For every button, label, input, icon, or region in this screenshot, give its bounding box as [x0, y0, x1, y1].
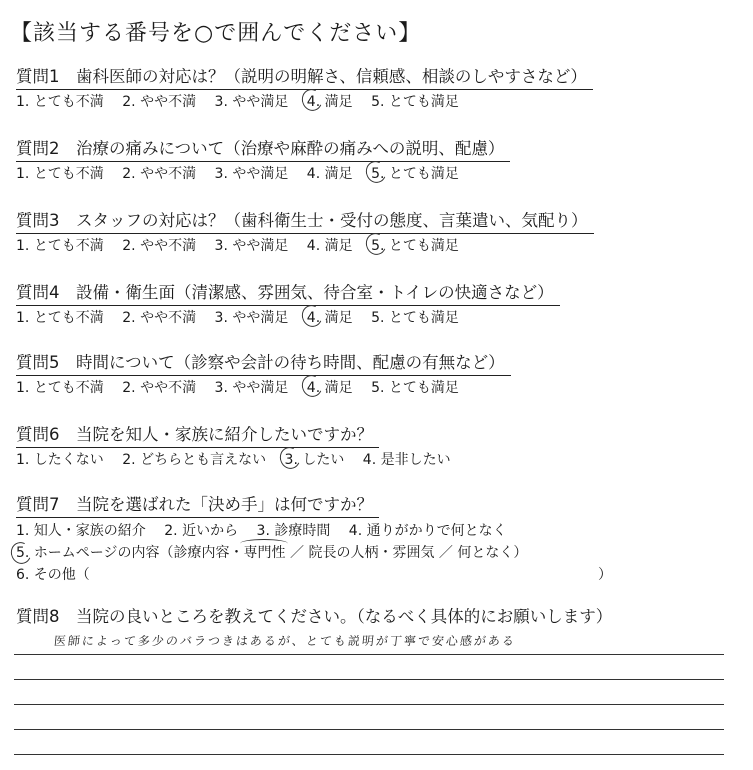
options-row	[16, 308, 746, 328]
q7-row-3	[16, 564, 746, 586]
option-4[interactable]: 4. 是非したい	[362, 452, 451, 468]
question-title: 質問8 当院の良いところを教えてください。（なるべく具体的にお願いします）	[16, 607, 613, 626]
option-3[interactable]: 3. やや満足	[214, 166, 289, 182]
option-1[interactable]: 1. とても不満	[16, 310, 104, 326]
options-row	[16, 378, 746, 398]
question-6	[16, 424, 746, 470]
option-2[interactable]: 2. やや不満	[122, 238, 197, 254]
option-1[interactable]: 1. とても不満	[16, 380, 104, 396]
question-title: 質問3 スタッフの対応は？（歯科衛生士・受付の態度、言葉遣い、気配り）	[16, 210, 594, 232]
option-1[interactable]: 1. とても不満	[16, 94, 104, 110]
answer-line-5[interactable]	[14, 730, 724, 755]
answer-line-3[interactable]	[14, 680, 724, 705]
question-5	[16, 352, 746, 398]
option-2[interactable]: 2. やや不満	[122, 310, 197, 326]
option-5[interactable]: 5. とても満足	[371, 310, 459, 326]
question-title: 質問1 歯科医師の対応は？（説明の明解さ、信頼感、相談のしやすさなど）	[16, 66, 593, 88]
option-2[interactable]: 2. やや不満	[122, 380, 197, 396]
option-2[interactable]: 2. 近いから	[164, 523, 239, 539]
option-3[interactable]: 3. やや満足	[214, 380, 289, 396]
option-5-label: ホームページの内容	[33, 545, 160, 561]
options-row	[16, 92, 746, 112]
option-5[interactable]: 5. とても満足	[371, 380, 459, 396]
answer-line-1[interactable]	[14, 630, 724, 655]
option-4-selected[interactable]: 4. 満足	[306, 310, 353, 326]
option-3-selected[interactable]: 3. したい	[284, 452, 345, 468]
option-2[interactable]: 2. やや不満	[122, 166, 197, 182]
options-row	[16, 164, 746, 184]
option-5-selected[interactable]: 5. とても満足	[371, 166, 459, 182]
option-1[interactable]: 1. したくない	[16, 452, 104, 468]
q7-row-2: 5. ホームページの内容（診療内容・専門性 ／ 院長の人柄・雰囲気 ／ 何となく）	[16, 542, 746, 564]
answer-line-2[interactable]	[14, 655, 724, 680]
option-4-selected[interactable]: 4. 満足	[306, 94, 353, 110]
question-8	[16, 606, 746, 628]
option-2[interactable]: 2. やや不満	[122, 94, 197, 110]
handwritten-answer: 医師によって多少のバラつきはあるが、とても説明が丁寧で安心感がある	[53, 634, 517, 648]
option-6[interactable]: 6. その他（	[16, 567, 90, 583]
option-3[interactable]: 3. やや満足	[214, 310, 289, 326]
option-3[interactable]: 3. やや満足	[214, 94, 289, 110]
answer-line-4[interactable]	[14, 705, 724, 730]
close-paren: ）	[598, 567, 612, 583]
option-4[interactable]: 4. 満足	[306, 166, 353, 182]
question-title: 質問5 時間について（診察や会計の待ち時間、配慮の有無など）	[16, 352, 511, 374]
option-5-selected[interactable]: 5. とても満足	[371, 238, 459, 254]
options-row	[16, 236, 746, 256]
question-3	[16, 210, 746, 256]
option-2[interactable]: 2. どちらとも言えない	[122, 452, 267, 468]
option-5-selected[interactable]: 5.	[16, 542, 29, 564]
answer-lines	[14, 630, 724, 755]
question-title: 質問6 当院を知人・家族に紹介したいですか？	[16, 424, 379, 446]
q7-row-1	[16, 520, 746, 542]
option-4[interactable]: 4. 通りがかりで何となく	[348, 523, 507, 539]
question-7	[16, 494, 746, 586]
option-1[interactable]: 1. とても不満	[16, 166, 104, 182]
option-3[interactable]: 3. 診療時間	[256, 523, 331, 539]
question-title: 質問7 当院を選ばれた「決め手」は何ですか？	[16, 494, 379, 516]
selected-subitem[interactable]: 専門性	[244, 542, 286, 564]
question-4	[16, 282, 746, 328]
question-title: 質問4 設備・衛生面（清潔感、雰囲気、待合室・トイレの快適さなど）	[16, 282, 560, 304]
option-5[interactable]: 5. とても満足	[371, 94, 459, 110]
option-1[interactable]: 1. とても不満	[16, 238, 104, 254]
option-3[interactable]: 3. やや満足	[214, 238, 289, 254]
question-2	[16, 138, 746, 184]
option-4-selected[interactable]: 4. 満足	[306, 380, 353, 396]
option-4[interactable]: 4. 満足	[306, 238, 353, 254]
question-title: 質問2 治療の痛みについて（治療や麻酔の痛みへの説明、配慮）	[16, 138, 510, 160]
page-header: 【該当する番号を○で囲んでください】	[10, 21, 422, 46]
options-row	[16, 450, 746, 470]
option-1[interactable]: 1. 知人・家族の紹介	[16, 523, 146, 539]
question-1	[16, 66, 746, 112]
